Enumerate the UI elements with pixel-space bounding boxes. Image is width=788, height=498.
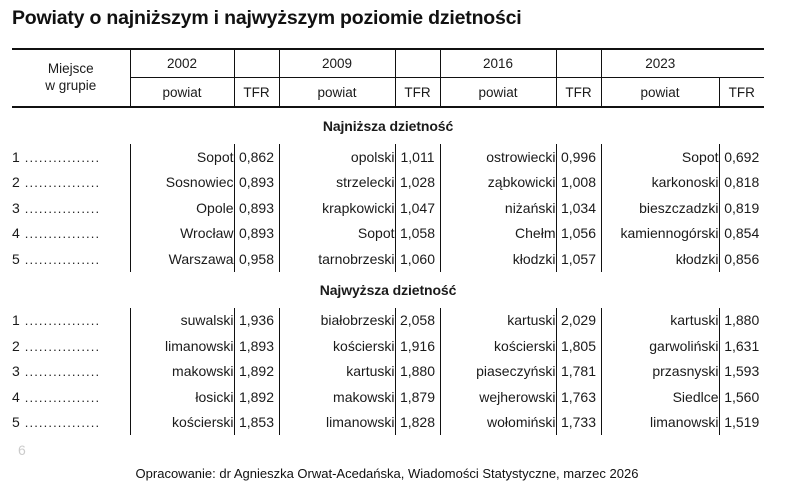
- tfr-cell-2016: 1,056: [556, 221, 601, 247]
- powiat-cell-2016: niżański: [440, 195, 556, 221]
- tfr-cell-2002: 1,892: [234, 384, 279, 410]
- rank-header-line1: Miejsce: [47, 61, 94, 77]
- powiat-cell-2009: strzelecki: [279, 170, 395, 196]
- rank-number: 1: [12, 148, 20, 165]
- tfr-cell-2002: 1,892: [234, 359, 279, 385]
- header-row-years: [12, 50, 764, 78]
- tfr-cell-2009: 1,828: [395, 410, 440, 436]
- rank-cell: [12, 384, 130, 410]
- powiat-cell-2023: przasnyski: [601, 359, 719, 385]
- rank-cell: [12, 221, 130, 247]
- powiat-cell-2009: białobrzeski: [279, 308, 395, 334]
- tfr-cell-2016: 1,733: [556, 410, 601, 436]
- tfr-cell-2009: 1,011: [395, 144, 440, 170]
- powiat-cell-2023: kłodzki: [601, 246, 719, 272]
- tfr-cell-2009: 1,058: [395, 221, 440, 247]
- powiat-cell-2009: krapkowicki: [279, 195, 395, 221]
- tfr-cell-2023: 0,818: [719, 170, 764, 196]
- tfr-cell-2023: 0,854: [719, 221, 764, 247]
- subheader-powiat-2009: powiat: [279, 78, 395, 108]
- year-header-2009: 2009: [279, 50, 395, 78]
- subheader-powiat-2002: powiat: [130, 78, 234, 108]
- powiat-cell-2023: limanowski: [601, 410, 719, 436]
- tfr-cell-2009: 1,028: [395, 170, 440, 196]
- powiat-cell-2002: limanowski: [130, 333, 234, 359]
- rank-leader-dots: ................: [24, 175, 101, 191]
- powiat-cell-2002: Wrocław: [130, 221, 234, 247]
- tfr-cell-2002: 1,936: [234, 308, 279, 334]
- rank-number: 3: [12, 199, 20, 216]
- tfr-cell-2023: 0,856: [719, 246, 764, 272]
- powiat-cell-2002: Warszawa: [130, 246, 234, 272]
- rank-cell: [12, 170, 130, 196]
- tfr-cell-2009: 2,058: [395, 308, 440, 334]
- rank-leader-dots: ................: [24, 364, 101, 380]
- tfr-cell-2023: 0,692: [719, 144, 764, 170]
- tfr-cell-2002: 0,893: [234, 195, 279, 221]
- footer-attribution: Opracowanie: dr Agnieszka Orwat-Acedańska, Wiadomości Statystyczne, marzec 2026: [135, 466, 639, 481]
- fertility-table-container: [12, 48, 764, 435]
- rank-cell: [12, 333, 130, 359]
- powiat-cell-2009: tarnobrzeski: [279, 246, 395, 272]
- table-row: [12, 333, 764, 359]
- table-row: [12, 410, 764, 436]
- tfr-cell-2023: 1,560: [719, 384, 764, 410]
- tfr-cell-2016: 1,057: [556, 246, 601, 272]
- tfr-cell-2002: 0,862: [234, 144, 279, 170]
- powiat-cell-2009: kościerski: [279, 333, 395, 359]
- year-header-spacer-3: [556, 50, 601, 78]
- rank-number: 5: [12, 250, 20, 267]
- tfr-cell-2016: 1,763: [556, 384, 601, 410]
- section-heading: Najwyższa dzietność: [319, 281, 457, 298]
- tfr-cell-2016: 1,008: [556, 170, 601, 196]
- rank-header-line2: w grupie: [45, 78, 97, 93]
- tfr-cell-2002: 0,893: [234, 170, 279, 196]
- rank-cell: [12, 308, 130, 334]
- tfr-cell-2002: 1,853: [234, 410, 279, 436]
- subheader-powiat-2016: powiat: [440, 78, 556, 108]
- tfr-cell-2016: 1,034: [556, 195, 601, 221]
- powiat-cell-2023: kamiennogórski: [601, 221, 719, 247]
- year-header-spacer-2: [395, 50, 440, 78]
- powiat-cell-2023: kartuski: [601, 308, 719, 334]
- powiat-cell-2023: karkonoski: [601, 170, 719, 196]
- rank-column-header: [12, 50, 130, 107]
- powiat-cell-2002: kościerski: [130, 410, 234, 436]
- tfr-cell-2002: 0,893: [234, 221, 279, 247]
- powiat-cell-2016: ostrowiecki: [440, 144, 556, 170]
- tfr-cell-2009: 1,060: [395, 246, 440, 272]
- rank-number: 4: [12, 388, 20, 405]
- table-row: [12, 195, 764, 221]
- powiat-cell-2009: Sopot: [279, 221, 395, 247]
- subheader-tfr-2023: TFR: [728, 84, 755, 100]
- subheader-tfr-2009: TFR: [395, 78, 440, 108]
- powiat-cell-2009: makowski: [279, 384, 395, 410]
- tfr-cell-2023: 1,519: [719, 410, 764, 436]
- rank-cell: [12, 246, 130, 272]
- table-row: [12, 246, 764, 272]
- powiat-cell-2023: bieszczadzki: [601, 195, 719, 221]
- powiat-cell-2009: opolski: [279, 144, 395, 170]
- clipped-row-artifact: [12, 442, 764, 463]
- rank-leader-dots: ................: [24, 200, 101, 216]
- powiat-cell-2016: ząbkowicki: [440, 170, 556, 196]
- rank-leader-dots: ................: [24, 149, 101, 165]
- page-title: Powiaty o najniższym i najwyższym poziomie dzietności: [12, 7, 522, 29]
- tfr-cell-2016: 0,996: [556, 144, 601, 170]
- table-row: [12, 221, 764, 247]
- year-header-spacer-1: [234, 50, 279, 78]
- tfr-cell-2009: 1,916: [395, 333, 440, 359]
- table-row: [12, 308, 764, 334]
- section-heading: Najniższa dzietność: [322, 118, 454, 134]
- tfr-cell-2016: 1,781: [556, 359, 601, 385]
- rank-cell: [12, 195, 130, 221]
- subheader-tfr-2002: TFR: [234, 78, 279, 108]
- rank-number: 3: [12, 363, 20, 380]
- year-header-spacer-4: [719, 50, 764, 78]
- powiat-cell-2002: makowski: [130, 359, 234, 385]
- tfr-cell-2002: 1,893: [234, 333, 279, 359]
- rank-cell: [12, 144, 130, 170]
- rank-leader-dots: ................: [24, 251, 101, 267]
- year-header-2002: 2002: [130, 50, 234, 78]
- powiat-cell-2016: wejherowski: [440, 384, 556, 410]
- powiat-cell-2002: łosicki: [130, 384, 234, 410]
- powiat-cell-2023: garwoliński: [601, 333, 719, 359]
- powiat-cell-2002: Sosnowiec: [130, 170, 234, 196]
- tfr-cell-2009: 1,880: [395, 359, 440, 385]
- table-row: [12, 359, 764, 385]
- year-header-2016: 2016: [440, 50, 556, 78]
- rank-leader-dots: ................: [24, 338, 101, 354]
- rank-number: 1: [12, 312, 20, 329]
- powiat-cell-2009: limanowski: [279, 410, 395, 436]
- rank-number: 4: [12, 225, 20, 242]
- powiat-cell-2023: Siedlce: [601, 384, 719, 410]
- powiat-cell-2016: kościerski: [440, 333, 556, 359]
- clipped-row-rank: 6: [18, 442, 26, 458]
- table-row: [12, 144, 764, 170]
- tfr-cell-2016: 2,029: [556, 308, 601, 334]
- powiat-cell-2016: wołomiński: [440, 410, 556, 436]
- powiat-cell-2002: Sopot: [130, 144, 234, 170]
- tfr-cell-2009: 1,879: [395, 384, 440, 410]
- powiat-cell-2002: Opole: [130, 195, 234, 221]
- subheader-powiat-2023: powiat: [601, 78, 719, 108]
- fertility-table: [12, 48, 764, 435]
- powiat-cell-2016: kartuski: [440, 308, 556, 334]
- rank-number: 5: [12, 414, 20, 431]
- rank-leader-dots: ................: [24, 389, 101, 405]
- powiat-cell-2023: Sopot: [601, 144, 719, 170]
- year-header-2023: 2023: [601, 50, 719, 78]
- table-row: [12, 170, 764, 196]
- rank-number: 2: [12, 174, 20, 191]
- table-sections-body: [12, 108, 764, 435]
- tfr-cell-2023: 1,593: [719, 359, 764, 385]
- tfr-cell-2009: 1,047: [395, 195, 440, 221]
- subheader-tfr-2016: TFR: [556, 78, 601, 108]
- rank-cell: [12, 410, 130, 436]
- tfr-cell-2002: 0,958: [234, 246, 279, 272]
- tfr-cell-2023: 1,631: [719, 333, 764, 359]
- tfr-cell-2016: 1,805: [556, 333, 601, 359]
- rank-leader-dots: ................: [24, 415, 101, 431]
- table-row: [12, 384, 764, 410]
- powiat-cell-2016: Chełm: [440, 221, 556, 247]
- rank-leader-dots: ................: [24, 226, 101, 242]
- rank-number: 2: [12, 337, 20, 354]
- powiat-cell-2016: kłodzki: [440, 246, 556, 272]
- section-heading-row: [12, 108, 764, 144]
- rank-leader-dots: ................: [24, 313, 101, 329]
- section-heading-row: [12, 272, 764, 308]
- tfr-cell-2023: 1,880: [719, 308, 764, 334]
- rank-cell: [12, 359, 130, 385]
- powiat-cell-2009: kartuski: [279, 359, 395, 385]
- powiat-cell-2002: suwalski: [130, 308, 234, 334]
- powiat-cell-2016: piaseczyński: [440, 359, 556, 385]
- tfr-cell-2023: 0,819: [719, 195, 764, 221]
